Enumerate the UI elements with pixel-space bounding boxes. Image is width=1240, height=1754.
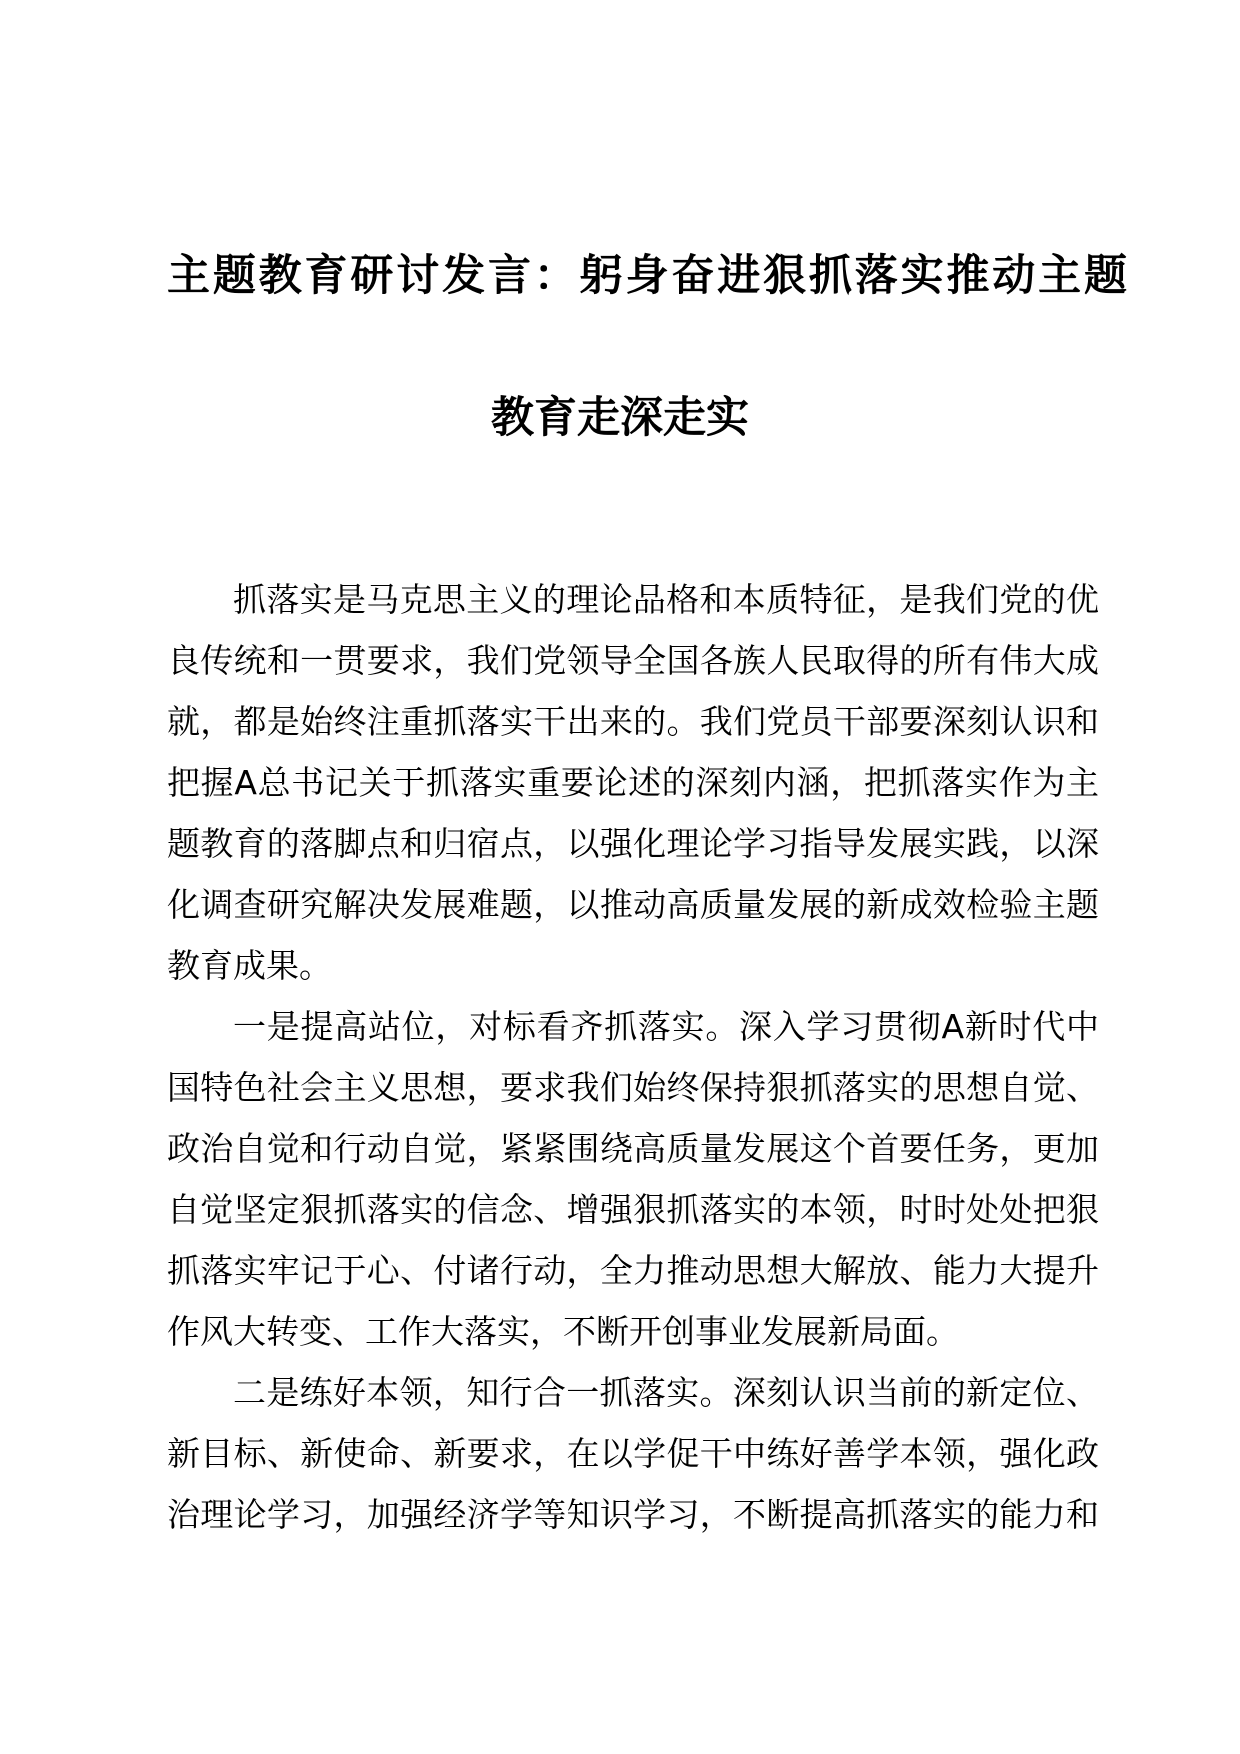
paragraph-2-line-4: 自觉坚定狠抓落实的信念、增强狠抓落实的本领，时时处处把狠 <box>167 1190 1099 1229</box>
paragraph-2-line-2: 国特色社会主义思想，要求我们始终保持狠抓落实的思想自觉、 <box>167 1068 1099 1107</box>
paragraph-1-line-4: 把握A总书记关于抓落实重要论述的深刻内涵，把抓落实作为主 <box>167 763 1099 802</box>
paragraph-2-line-6: 作风大转变、工作大落实，不断开创事业发展新局面。 <box>167 1312 959 1351</box>
document-title-line-1: 主题教育研讨发言：躬身奋进狠抓落实推动主题 <box>167 251 1127 301</box>
paragraph-1-line-2: 良传统和一贯要求，我们党领导全国各族人民取得的所有伟大成 <box>167 641 1099 680</box>
document-title-line-2: 教育走深走实 <box>491 393 749 443</box>
paragraph-2-line-5: 抓落实牢记于心、付诸行动，全力推动思想大解放、能力大提升 <box>167 1251 1099 1290</box>
paragraph-1-line-5: 题教育的落脚点和归宿点，以强化理论学习指导发展实践，以深 <box>167 824 1099 863</box>
paragraph-1-line-6: 化调查研究解决发展难题，以推动高质量发展的新成效检验主题 <box>167 885 1099 924</box>
paragraph-1-line-7: 教育成果。 <box>167 946 332 985</box>
paragraph-2-line-1: 一是提高站位，对标看齐抓落实。深入学习贯彻A新时代中 <box>233 1007 1099 1046</box>
paragraph-1-line-1: 抓落实是马克思主义的理论品格和本质特征，是我们党的优 <box>233 580 1099 619</box>
paragraph-1-line-3: 就，都是始终注重抓落实干出来的。我们党员干部要深刻认识和 <box>167 702 1099 741</box>
paragraph-3-line-2: 新目标、新使命、新要求，在以学促干中练好善学本领，强化政 <box>167 1434 1099 1473</box>
paragraph-3-line-1: 二是练好本领，知行合一抓落实。深刻认识当前的新定位、 <box>233 1373 1099 1412</box>
paragraph-3-line-3: 治理论学习，加强经济学等知识学习，不断提高抓落实的能力和 <box>167 1495 1099 1534</box>
paragraph-2-line-3: 政治自觉和行动自觉，紧紧围绕高质量发展这个首要任务，更加 <box>167 1129 1099 1168</box>
